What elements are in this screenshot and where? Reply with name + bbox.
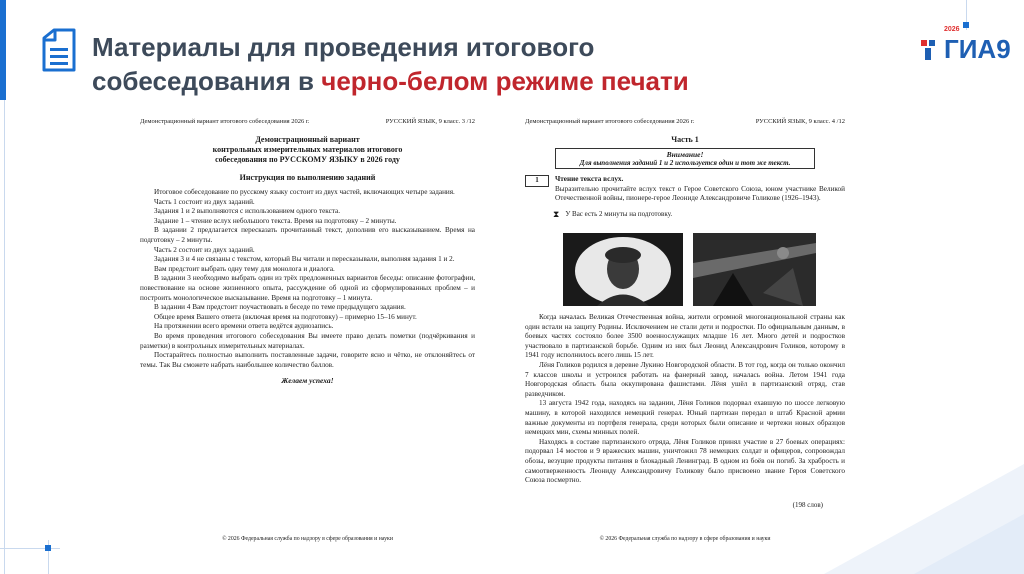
- paragraph: 13 августа 1942 года, находясь на задании, Лёня Голиков подорвал ехавшую по шоссе легковую машину, в которой находился немецкий генерал. Юный партизан передал в штаб Красной армии важные документы из портфеля генерала, среди которых были описание и чертежи новых образцов немецких мин, схемы минных полей.: [525, 399, 845, 437]
- story-text: [525, 313, 845, 486]
- paragraph: Во время проведения итогового собеседования Вы имеете право делать пометки (подчёркивания и разметки) в контрольных измерительных материалах.: [140, 331, 475, 350]
- task-title: Чтение текста вслух.: [555, 175, 624, 183]
- title-highlight: черно-белом режиме печати: [321, 66, 689, 96]
- hourglass-icon: ⧗: [553, 208, 560, 219]
- paragraph: В задании 3 необходимо выбрать один из трёх предложенных вариантов беседы: описание фотографии, повествование на основе жизненного опыта, рассуждение об одной из сформулированных проблем – и построить монологическое высказывание. Время на подготовку – 1 минута.: [140, 274, 475, 302]
- paragraph: Вам предстоит выбрать одну тему для монолога и диалога.: [154, 264, 335, 273]
- document-page-left: [140, 118, 475, 558]
- title-line-2: [92, 64, 812, 98]
- task-number: 1: [525, 175, 549, 187]
- decor-dot: [963, 22, 969, 28]
- document-icon: [40, 28, 80, 72]
- part-title: Часть 1: [671, 135, 699, 144]
- paragraph: Постарайтесь полностью выполнить поставленные задачи, говорите ясно и чётко, не отклоняйтесь от темы. Так Вы сможете набрать наибольшее количество баллов.: [140, 351, 475, 369]
- time-note: У Вас есть 2 минуты на подготовку.: [565, 210, 673, 219]
- paragraph: Часть 1 состоит из двух заданий.: [154, 197, 255, 206]
- heading-1: Демонстрационный вариант: [255, 135, 360, 144]
- decor-line: [4, 100, 5, 574]
- paragraph: В задании 2 предлагается пересказать прочитанный текст, дополнив его высказыванием. Время на подготовку – 2 минуты.: [140, 226, 475, 244]
- paragraph: Задания 1 и 2 выполняются с использованием одного текста.: [154, 207, 340, 216]
- paragraph: Лёня Голиков родился в деревне Лукино Новгородской области. В тот год, когда он только окончил 7 классов школы и устроился работать на фанерный завод, началась война. Летом 1941 года Новгородская область была оккупирована фашистами. Лёня ушёл в партизанский отряд, став разведчиком.: [525, 360, 845, 398]
- time-note-row: [553, 209, 845, 220]
- paragraph: Находясь в составе партизанского отряда, Лёня Голиков принял участие в 27 боевых операциях: подорвал 14 мостов и 9 вражеских машин, уничтожил 78 немецких солдат и офицеров, сопровождал обозы, везущие продукты питания в блокадный Ленинград. В одном из боёв он погиб. За храбрость и самоотверженность Леониду Александровичу Голикову было присвоено звание Героя Советского Союза посмертно.: [525, 437, 845, 485]
- slide-title: [92, 30, 812, 98]
- corner-decoration: [914, 514, 1024, 574]
- title-line-2-prefix: собеседования в: [92, 66, 322, 96]
- task-text: Выразительно прочитайте вслух текст о Герое Советского Союза, юном участнике Великой Отечественной войны, пионере-герое Леониде Александровиче Голикове (1926–1943).: [555, 184, 845, 203]
- header-right: РУССКИЙ ЯЗЫК, 9 класс. 3 /12: [385, 118, 475, 125]
- paragraph: Общее время Вашего ответа (включая время на подготовку) – примерно 15–16 минут.: [154, 312, 417, 321]
- paragraph: Задания 3 и 4 не связаны с текстом, который Вы читали и пересказывали, выполняя задания 1 и 2.: [154, 255, 455, 264]
- portrait-photo: [563, 233, 683, 306]
- task-block: [525, 175, 845, 204]
- paragraph: На протяжении всего времени ответа ведётся аудиозапись.: [154, 322, 334, 331]
- logo-text: ГИА9: [944, 34, 1011, 64]
- paragraph: Часть 2 состоит из двух заданий.: [154, 245, 255, 254]
- header-right: РУССКИЙ ЯЗЫК, 9 класс. 4 /12: [755, 118, 845, 125]
- header-left: Демонстрационный вариант итогового собеседования 2026 г.: [525, 118, 695, 125]
- paragraph: В задании 4 Вам предстоит поучаствовать в беседе по теме предыдущего задания.: [154, 303, 406, 312]
- attention-title: Внимание!: [666, 150, 704, 159]
- gia-logo-icon: [919, 38, 941, 62]
- instruction-title: Инструкция по выполнению заданий: [239, 173, 376, 182]
- page-header: [140, 118, 475, 125]
- page-footer: © 2026 Федеральная служба по надзору в сфере образования и науки: [222, 536, 393, 542]
- decor-dot: [45, 545, 51, 551]
- title-line-1: Материалы для проведения итогового: [92, 32, 595, 62]
- word-count: (198 слов): [792, 501, 823, 509]
- paragraph: Итоговое собеседование по русскому языку состоит из двух частей, включающих четыре задания.: [154, 188, 455, 196]
- paragraph: Задание 1 – чтение вслух небольшого текста. Время на подготовку – 2 минуты.: [154, 216, 397, 225]
- logo-year: 2026: [944, 26, 960, 33]
- header-left: Демонстрационный вариант итогового собеседования 2026 г.: [140, 118, 310, 125]
- attention-box: [555, 148, 815, 169]
- document-page-right: [525, 118, 845, 558]
- decor-line: [0, 548, 60, 549]
- attention-note: Для выполнения заданий 1 и 2 используется один и тот же текст.: [579, 159, 791, 167]
- wish-text: Желаем успеха!: [281, 376, 334, 386]
- page-header: [525, 118, 845, 125]
- instruction-text: [140, 188, 475, 370]
- page-footer: © 2026 Федеральная служба по надзору в сфере образования и науки: [599, 536, 771, 542]
- wartime-photo: [693, 233, 816, 306]
- heading-3: собеседования по РУССКОМУ ЯЗЫКУ в 2026 году: [215, 155, 400, 164]
- paragraph: Когда началась Великая Отечественная война, жители огромной многонациональной страны как один встали на защиту Родины. Исключением не стали дети и подростки. По официальным данным, в боевых частях состояло более 3500 военнослужащих младше 16 лет. Много детей и подростков участвовало в партизанской борьбе. Одним из них был Леонид Александрович Голиков, которому в 1941 году исполнилось всего лишь 15 лет.: [525, 313, 845, 360]
- accent-bar: [0, 0, 6, 100]
- heading-2: контрольных измерительных материалов итогового: [212, 145, 403, 154]
